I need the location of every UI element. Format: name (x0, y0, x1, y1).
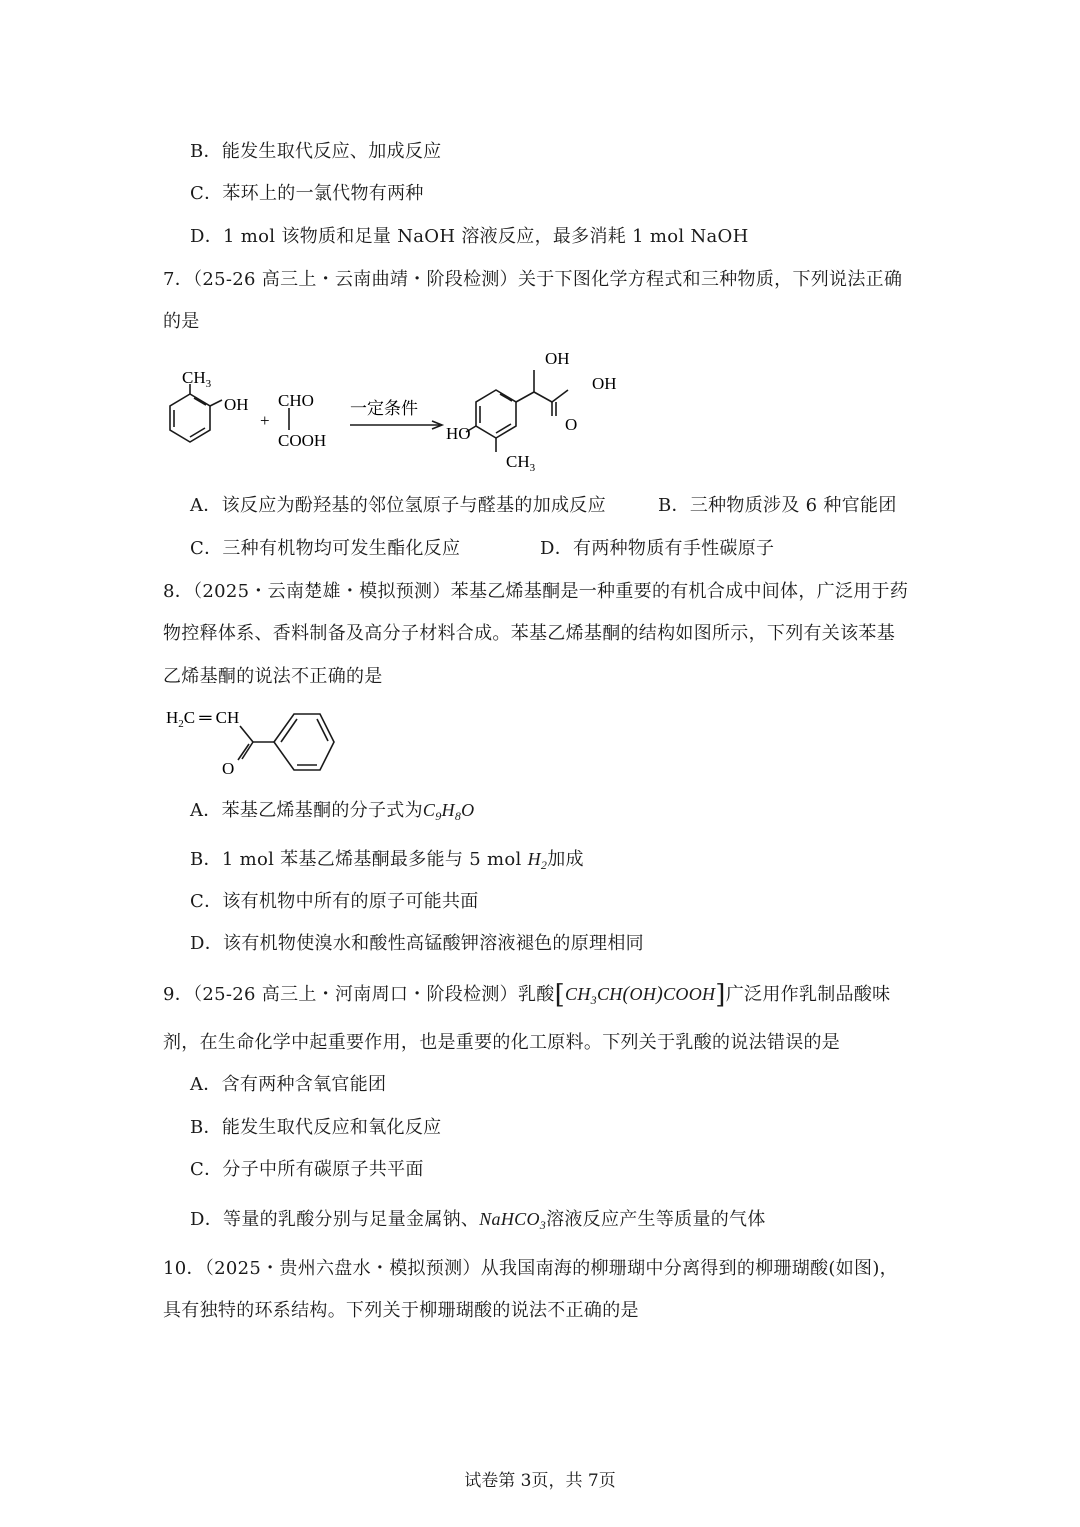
q7-option-d: D．有两种物质有手性碳原子 (540, 538, 775, 559)
q8-option-b: B．1 mol 苯基乙烯基酮最多能与 5 mol $H_2$加成 (190, 849, 584, 872)
q8-structure (160, 700, 360, 785)
q7-reaction-scheme (160, 340, 640, 480)
q7-reactant-oh: OH (224, 395, 249, 414)
q9-option-b: B．能发生取代反应和氧化反应 (190, 1117, 442, 1138)
q8-vinyl-group: $H_2C$ ═ CH (166, 708, 240, 730)
q7-product-ho: HO (446, 424, 471, 443)
q6-option-d: D．1 mol 该物质和足量 NaOH 溶液反应，最多消耗 1 mol NaOH (190, 226, 749, 247)
q8-stem-line2: 物控释体系、香料制备及高分子材料合成。苯基乙烯基酮的结构如图所示，下列有关该苯基 (163, 623, 895, 644)
q9-option-c: C．分子中所有碳原子共平面 (190, 1159, 424, 1180)
page-footer: 试卷第 3页，共 7页 (464, 1471, 616, 1491)
q7-reactant-ch3: $CH_3$ (182, 368, 212, 390)
q10-stem-line2: 具有独特的环系结构。下列关于柳珊瑚酸的说法不正确的是 (163, 1300, 639, 1321)
q7-product-o: O (565, 415, 578, 434)
q7-product-oh-top: OH (545, 349, 570, 368)
q7-cho-label: CHO (278, 391, 314, 410)
q7-arrow-condition: 一定条件 (350, 399, 418, 418)
q6-option-b: B．能发生取代反应、加成反应 (190, 141, 442, 162)
q7-option-c: C．三种有机物均可发生酯化反应 (190, 538, 461, 559)
q8-option-c: C．该有机物中所有的原子可能共面 (190, 891, 479, 912)
q8-option-d: D．该有机物使溴水和酸性高锰酸钾溶液褪色的原理相同 (190, 933, 644, 954)
q7-stem-line1: 7．（25-26 高三上・云南曲靖・阶段检测）关于下图化学方程式和三种物质，下列说法正确 (163, 269, 903, 290)
q7-product-ch3: $CH_3$ (506, 452, 536, 474)
q7-product-oh-right: OH (592, 374, 617, 393)
q6-option-c: C．苯环上的一氯代物有两种 (190, 183, 424, 204)
q8-stem-line3: 乙烯基酮的说法不正确的是 (163, 666, 383, 687)
q8-stem-line1: 8．（2025・云南楚雄・模拟预测）苯基乙烯基酮是一种重要的有机合成中间体，广泛用于药 (163, 581, 909, 602)
q8-option-a: A．苯基乙烯基酮的分子式为$C_9H_8O$ (190, 800, 475, 823)
q9-stem-line1: 9．（25-26 高三上・河南周口・阶段检测）乳酸$[CH_3CH(OH)COOH]$广泛用作乳制品酸味 (163, 980, 891, 1010)
q7-plus-sign: + (260, 411, 270, 430)
q8-carbonyl-o: O (222, 759, 235, 778)
q9-option-a: A．含有两种含氧官能团 (190, 1074, 387, 1095)
q7-option-a: A．该反应为酚羟基的邻位氢原子与醛基的加成反应 (190, 495, 606, 516)
q10-stem-line1: 10．（2025・贵州六盘水・模拟预测）从我国南海的柳珊瑚中分离得到的柳珊瑚酸(如图)， (163, 1258, 898, 1279)
q7-cooh-label: COOH (278, 431, 327, 450)
q8-formula: $C_9H_8O$ (422, 800, 475, 823)
q9-option-d: D．等量的乳酸分别与足量金属钠、NaHCO$_3$溶液反应产生等质量的气体 (190, 1209, 766, 1232)
q9-stem-line2: 剂，在生命化学中起重要作用，也是重要的化工原料。下列关于乳酸的说法错误的是 (163, 1032, 841, 1053)
q7-option-b: B．三种物质涉及 6 种官能团 (658, 495, 897, 516)
q7-stem-line2: 的是 (163, 311, 200, 332)
